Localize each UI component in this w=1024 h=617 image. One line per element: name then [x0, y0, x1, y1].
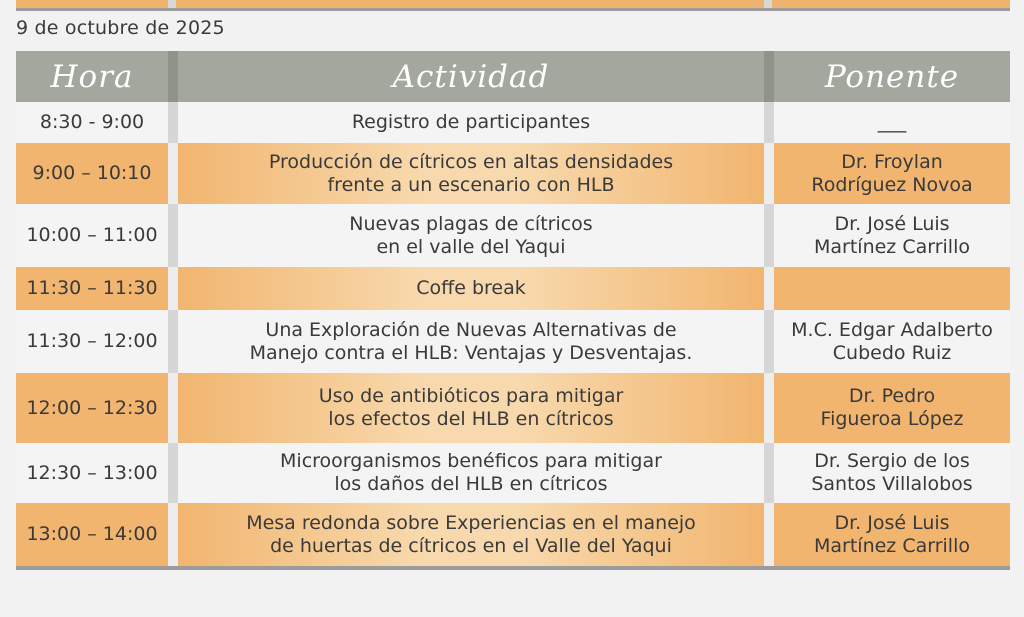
schedule-row [16, 310, 1010, 373]
row-activity [178, 204, 764, 267]
row-time: 12:00 – 12:30 [16, 373, 168, 443]
schedule-row [16, 102, 1010, 143]
column-separator [764, 51, 774, 102]
column-separator [168, 102, 178, 143]
schedule-body [16, 102, 1010, 568]
column-separator [168, 143, 178, 204]
schedule-row [16, 373, 1010, 443]
row-activity [178, 102, 764, 143]
schedule-row [16, 267, 1010, 310]
row-speaker [774, 443, 1010, 503]
row-speaker [774, 267, 1010, 310]
schedule-row [16, 503, 1010, 568]
column-separator [168, 310, 178, 373]
header-activity: Actividad [178, 51, 764, 102]
speaker-line: Dr. Pedro [848, 385, 936, 407]
row-time: 12:30 – 13:00 [16, 443, 168, 503]
activity-line: Una Exploración de Nuevas Alternativas de [265, 318, 677, 341]
activity-line: Registro de participantes [351, 111, 591, 133]
row-time: 9:00 – 10:10 [16, 143, 168, 204]
activity-line: frente a un escenario con HLB [327, 173, 615, 196]
speaker-line: Martínez Carrillo [814, 235, 970, 258]
speaker-line: Dr. Froylan [841, 150, 943, 173]
row-time: 8:30 - 9:00 [16, 102, 168, 143]
row-activity [178, 143, 764, 204]
column-separator [168, 373, 178, 443]
column-separator [764, 267, 774, 310]
activity-line: Uso de antibióticos para mitigar [318, 385, 624, 407]
schedule-table [16, 51, 1010, 570]
row-time: 13:00 – 14:00 [16, 503, 168, 568]
activity-line: los daños del HLB en cítricos [334, 473, 608, 495]
row-activity [178, 373, 764, 443]
speaker-line: ___ [877, 111, 907, 133]
column-separator [168, 51, 178, 102]
schedule-row [16, 204, 1010, 267]
speaker-line: Santos Villalobos [811, 473, 973, 495]
row-speaker [774, 102, 1010, 143]
column-separator [168, 204, 178, 267]
header-speaker: Ponente [774, 51, 1010, 102]
column-separator [168, 503, 178, 568]
schedule-date: 9 de octubre de 2025 [16, 17, 225, 39]
column-separator [764, 503, 774, 568]
activity-line: Mesa redonda sobre Experiencias en el manejo [246, 511, 696, 534]
column-separator [764, 310, 774, 373]
column-separator [764, 204, 774, 267]
row-activity [178, 503, 764, 568]
speaker-line: Martínez Carrillo [814, 534, 970, 557]
header-row [16, 51, 1010, 102]
row-activity [178, 267, 764, 310]
activity-line: Microorganismos benéficos para mitigar [280, 450, 662, 472]
speaker-line: Dr. Sergio de los [814, 450, 970, 472]
row-speaker [774, 204, 1010, 267]
activity-line: en el valle del Yaqui [376, 235, 566, 258]
column-separator [168, 267, 178, 310]
activity-line: Manejo contra el HLB: Ventajas y Desventajas. [249, 341, 693, 364]
row-time: 11:30 – 11:30 [16, 267, 168, 310]
activity-line: de huertas de cítricos en el Valle del Yaqui [270, 534, 672, 557]
schedule-row [16, 143, 1010, 204]
speaker-line: M.C. Edgar Adalberto [791, 318, 993, 341]
activity-line: Coffe break [416, 277, 526, 299]
row-speaker [774, 373, 1010, 443]
speaker-line: Cubedo Ruiz [832, 341, 952, 364]
column-separator [764, 443, 774, 503]
activity-line: los efectos del HLB en cítricos [328, 408, 614, 430]
activity-line: Producción de cítricos en altas densidades [268, 150, 674, 173]
header-time: Hora [16, 51, 168, 102]
row-time: 11:30 – 12:00 [16, 310, 168, 373]
speaker-line: Dr. José Luis [834, 212, 950, 235]
row-activity [178, 443, 764, 503]
strip-separator [764, 0, 772, 8]
strip-separator [168, 0, 176, 8]
activity-line: Nuevas plagas de cítricos [349, 212, 593, 235]
column-separator [764, 373, 774, 443]
previous-table-strip [16, 0, 1010, 11]
row-time: 10:00 – 11:00 [16, 204, 168, 267]
row-speaker [774, 143, 1010, 204]
column-separator [168, 443, 178, 503]
column-separator [764, 143, 774, 204]
speaker-line: Rodríguez Novoa [811, 173, 973, 196]
row-speaker [774, 310, 1010, 373]
speaker-line: Dr. José Luis [834, 511, 950, 534]
schedule-row [16, 443, 1010, 503]
row-activity [178, 310, 764, 373]
row-speaker [774, 503, 1010, 568]
column-separator [764, 102, 774, 143]
speaker-line: Figueroa López [820, 408, 964, 430]
